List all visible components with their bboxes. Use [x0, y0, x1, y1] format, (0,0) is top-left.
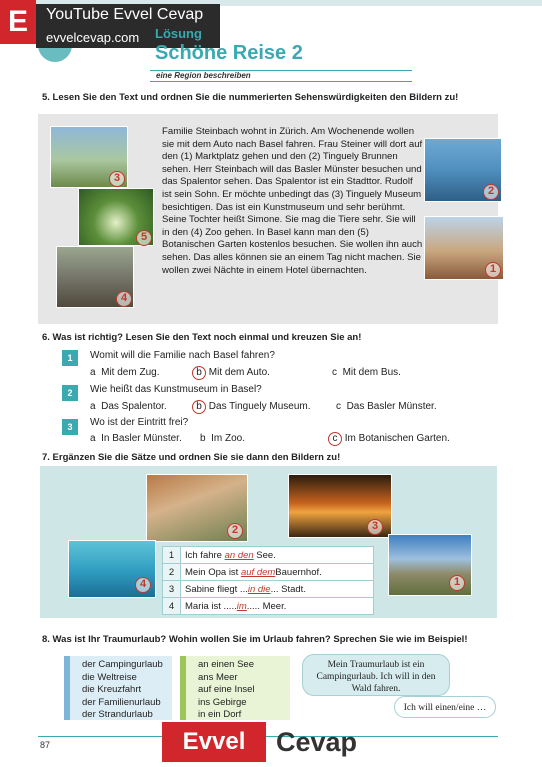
option-text: Das Tinguely Museum. — [208, 401, 311, 412]
photo-fountain — [424, 138, 502, 202]
exercise-5-heading: 5. Lesen Sie den Text und ordnen Sie die nummerierten Sehenswürdigkeiten den Bildern zu! — [42, 92, 459, 103]
photo-garden — [78, 188, 154, 246]
list-item: die Weltreise — [82, 671, 137, 683]
channel-url: evvelcevap.com — [46, 30, 140, 45]
list-item: in ein Dorf — [198, 709, 242, 720]
option-text: Im Botanischen Garten. — [344, 433, 450, 444]
fill-table — [162, 546, 374, 615]
photo-number: 3 — [367, 519, 383, 535]
question-text: Womit will die Familie nach Basel fahren? — [90, 350, 275, 361]
row-number: 3 — [163, 581, 181, 598]
option-c[interactable] — [328, 432, 450, 446]
footer-brand-logo: Evvel — [162, 722, 266, 762]
sentence-start: Sabine fliegt ... — [185, 583, 248, 595]
table-row — [163, 598, 374, 615]
speech-bubble-prompt: Ich will einen/eine … — [394, 696, 496, 718]
list-item: an einen See — [198, 659, 254, 670]
table-row — [163, 564, 374, 581]
sentence[interactable] — [181, 598, 374, 615]
option-text: Mit dem Bus. — [342, 367, 401, 378]
photo-number: 1 — [485, 262, 501, 278]
option-letter: b — [192, 400, 206, 414]
option-b[interactable] — [192, 366, 270, 380]
answer-text: auf dem — [240, 566, 276, 578]
exercise-6-heading: 6. Was ist richtig? Lesen Sie den Text noch einmal und kreuzen Sie an! — [42, 332, 362, 343]
list-item: ins Gebirge — [198, 696, 247, 708]
photo-number: 3 — [109, 171, 125, 187]
option-text: In Basler Münster. — [101, 433, 182, 444]
exercise-7-heading: 7. Ergänzen Sie die Sätze und ordnen Sie sie dann den Bildern zu! — [42, 452, 341, 463]
photo-airplane — [288, 474, 392, 538]
question-text: Wo ist der Eintritt frei? — [90, 417, 189, 428]
photo-marketplace — [424, 216, 504, 280]
option-text: Mit dem Auto. — [208, 367, 270, 378]
option-c[interactable] — [336, 401, 437, 412]
sentence-end: Bauernhof. — [275, 566, 322, 578]
list-item: auf eine Insel — [198, 684, 255, 695]
sentence-end: ..... Meer. — [246, 600, 287, 612]
sentence-start: Maria ist ..... — [185, 600, 237, 612]
exercise-8-heading: 8. Was ist Ihr Traumurlaub? Wohin wollen Sie im Urlaub fahren? Sprechen Sie wie im Beispiel! — [42, 634, 468, 645]
sentence[interactable] — [181, 581, 374, 598]
footer-line — [38, 736, 498, 737]
row-number: 2 — [163, 564, 181, 581]
answer-text: in die — [247, 583, 271, 595]
page-number: 87 — [40, 740, 51, 750]
photo-zoo — [56, 246, 134, 308]
option-letter: b — [192, 366, 206, 380]
question-number: 3 — [62, 419, 78, 435]
question-text: Wie heißt das Kunstmuseum in Basel? — [90, 384, 262, 395]
photo-number: 1 — [449, 575, 465, 591]
brand-logo: E — [0, 0, 36, 44]
question-number: 1 — [62, 350, 78, 366]
photo-number: 5 — [136, 230, 152, 246]
option-b[interactable] — [200, 433, 245, 444]
row-number: 1 — [163, 547, 181, 564]
destinations-box — [180, 656, 290, 720]
answer-text: im — [236, 600, 247, 612]
photo-museum — [50, 126, 128, 188]
sentence[interactable] — [181, 564, 374, 581]
photo-number: 4 — [135, 577, 151, 593]
sentence-start: Mein Opa ist — [185, 566, 241, 578]
option-b[interactable] — [192, 400, 311, 414]
option-letter: b — [200, 433, 206, 444]
option-letter: c — [336, 401, 341, 412]
sentence-end: ... Stadt. — [270, 583, 306, 595]
option-a[interactable] — [90, 367, 159, 378]
reading-text: Familie Steinbach wohnt in Zürich. Am Wochenende wollen sie mit dem Auto nach Basel fahren. Frau Steiner will dort auf den (1) Marktplatz gehen und den (2) Tinguely Brunnen sehen. Herr Steinbach will das Basler Münster besuchen und das Spalentor sehen. Das Spalentor ist ein Stadttor. Rudolf ist sein Sohn. Er möchte unbedingt das (3) Tinguely Museum besichtigen. Das ist ein Kunstmuseum und sehr berühmt. Seine Tochter heißt Simone. Sie mag die Tiere sehr. Sie will in den (4) Zoo gehen. In Basel kann man den (5) Botanischen Garten kostenlos besuchen. Sie wollen ihn auch sehen. Das alles können sie an einem Tag nicht machen. Sie wollen zwei Nächte in einem Hotel übernachten. — [162, 126, 423, 276]
option-text: Im Zoo. — [211, 433, 246, 444]
option-letter: a — [90, 367, 96, 378]
option-letter: c — [332, 367, 337, 378]
option-text: Das Basler Münster. — [346, 401, 437, 412]
list-item: die Kreuzfahrt — [82, 684, 142, 695]
photo-number: 4 — [116, 291, 132, 307]
photo-farm — [146, 474, 248, 542]
solution-label: Lösung — [155, 26, 202, 41]
page-subtitle: eine Region beschreiben — [156, 71, 251, 80]
table-row — [163, 547, 374, 564]
row-number: 4 — [163, 598, 181, 615]
option-letter: c — [328, 432, 342, 446]
sentence[interactable] — [181, 547, 374, 564]
holiday-types-box — [64, 656, 172, 720]
option-c[interactable] — [332, 367, 401, 378]
answer-text: an den — [224, 549, 254, 561]
option-text: Das Spalentor. — [101, 401, 167, 412]
list-item: der Strandurlaub — [82, 709, 153, 720]
option-a[interactable] — [90, 433, 182, 444]
photo-lake — [388, 534, 472, 596]
photo-number: 2 — [227, 523, 243, 539]
option-letter: a — [90, 401, 96, 412]
option-a[interactable] — [90, 401, 167, 412]
list-item: der Familienurlaub — [82, 696, 161, 708]
option-text: Mit dem Zug. — [101, 367, 160, 378]
footer-brand-text: Cevap — [276, 727, 358, 757]
sentence-end: See. — [253, 549, 276, 561]
table-row — [163, 581, 374, 598]
speech-bubble-example: Mein Traumurlaub ist ein Campingurlaub. Ich will in den Wald fahren. — [302, 654, 450, 696]
photo-number: 2 — [483, 184, 499, 200]
list-item: ans Meer — [198, 671, 238, 683]
list-item: der Campingurlaub — [82, 659, 163, 670]
sentence-start: Ich fahre — [185, 549, 225, 561]
page-title: Schöne Reise 2 — [155, 42, 303, 64]
question-number: 2 — [62, 385, 78, 401]
option-letter: a — [90, 433, 96, 444]
photo-sea — [68, 540, 156, 598]
channel-name: YouTube Evvel Cevap — [46, 6, 204, 23]
